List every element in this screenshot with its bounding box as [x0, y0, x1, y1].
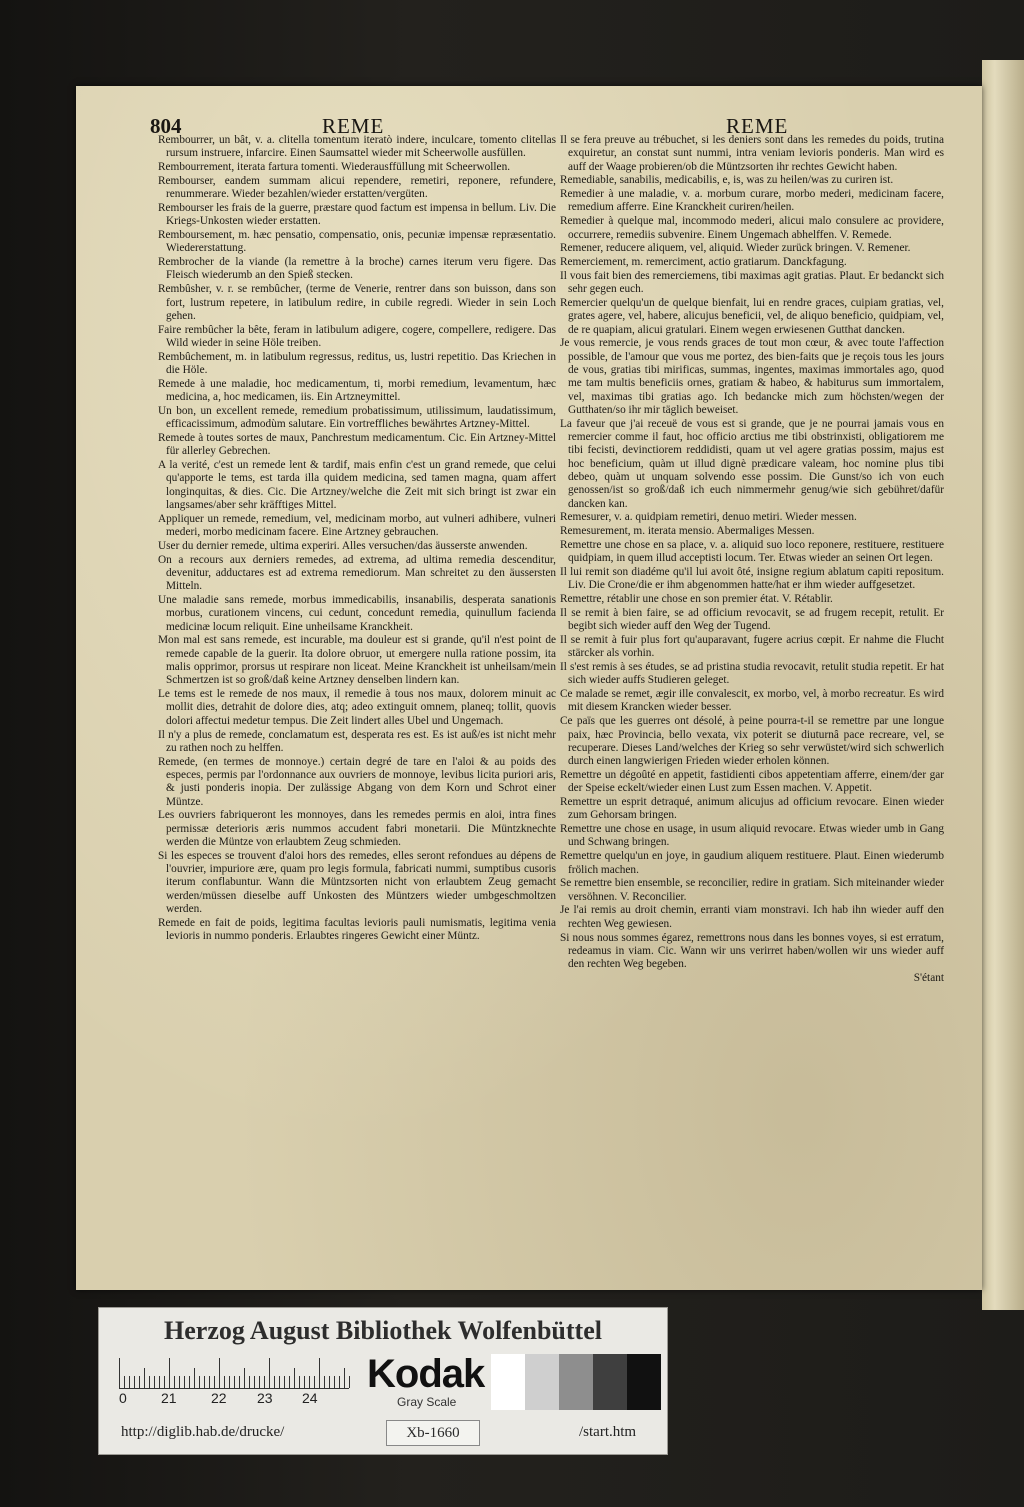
dictionary-entry: Rembûsher, v. r. se rembûcher, (terme de Venerie, rentrer dans son buisson, dans son fort, lustrum repetere, in latibulum redire, in cubile regredi. Wieder in sein Loch gehen. — [158, 283, 556, 322]
dictionary-entry: Rembourrement, iterata fartura tomenti. Wiederausffüllung mit Scheerwollen. — [158, 161, 511, 174]
gray-swatch — [525, 1354, 559, 1410]
dictionary-entry: Rembourser, eandem summam alicui rependere, remetiri, reponere, refundere, renummerare. Wieder bezahlen/wieder erstatten/vergüten. — [158, 174, 556, 201]
ruler-tick — [279, 1376, 280, 1388]
start-page-url: /start.htm — [579, 1424, 637, 1440]
ruler-label: 22 — [211, 1390, 227, 1406]
ruler-tick — [149, 1376, 150, 1388]
ruler-tick — [229, 1376, 230, 1388]
dictionary-entry: Remettre un dégoûté en appetit, fastidienti cibos appetentiam afferre, einem/der gar der Speise eckelt/wieder einen Lust zum Essen machen. V. Appetit. — [560, 768, 944, 795]
ruler-tick — [274, 1376, 275, 1388]
ruler-tick — [309, 1376, 310, 1388]
dictionary-entry: Se remettre bien ensemble, se reconcilier, redire in gratiam. Sich miteinander wieder versöhnen. V. Reconcilier. — [560, 877, 944, 903]
dictionary-entry: Il lui remit son diadéme qu'il lui avoit ôté, insigne regium ablatum capiti repositum. Liv. Die Crone/die er ihm abgenommen hatte/hat er ihm wieder auffgesetzet. — [560, 566, 944, 592]
ruler-tick — [224, 1376, 225, 1388]
institution-name: Herzog August Bibliothek Wolfenbüttel — [164, 1316, 602, 1345]
ruler-tick — [319, 1358, 320, 1388]
ruler-tick — [234, 1376, 235, 1388]
gray-swatch — [491, 1354, 525, 1410]
ruler-tick — [304, 1376, 305, 1388]
ruler-tick — [284, 1376, 285, 1388]
ruler-tick — [264, 1376, 265, 1388]
dictionary-entry: Je vous remercie, je vous rends graces de tout mon cœur, & avec toute l'affection possible, de l'amour que vous me portez, des bien-faits que je reçois tous les jours de vous, gratias tibi mirificas, summas, ingentes, maximas immortales ago, quod me tam multis beneficiis ornes, gratiam & habeo, & habiturus sum immortalem, vel, maximas tibi gratias ago. Ich bedancke mich zum höchsten/wegen der Gutthaten/so ihr mir täglich beweiset. — [560, 337, 944, 416]
dictionary-entry: Remesurer, v. a. quidpiam remetiri, denuo metiri. Wieder messen. — [560, 511, 857, 524]
ruler-tick — [189, 1376, 190, 1388]
ruler-tick — [159, 1376, 160, 1388]
ruler-tick — [179, 1376, 180, 1388]
dictionary-entry: Remettre un esprit detraqué, animum alicujus ad officium revocare. Einen wieder zum Gehorsam bringen. — [560, 796, 944, 822]
ruler-tick — [249, 1376, 250, 1388]
dictionary-entry: Il se remit à fuir plus fort qu'auparavant, fugere acrius cœpit. Er nahme die Flucht stärcker als vorhin. — [560, 633, 944, 660]
dictionary-entry: Faire rembûcher la bête, feram in latibulum adigere, cogere, compellere, redigere. Das Wild wieder in seine Höle treiben. — [158, 323, 556, 349]
dictionary-entry: Remede à toutes sortes de maux, Panchrestum medicamentum. Cic. Ein Artzney-Mittel für allerley Gebrechen. — [158, 432, 556, 458]
gray-scale-label: Gray Scale — [397, 1395, 457, 1409]
ruler-tick — [259, 1376, 260, 1388]
ruler-tick — [329, 1376, 330, 1388]
dictionary-entry: Remboursement, m. hæc pensatio, compensatio, onis, pecuniæ impensæ repræsentatio. Wiedererstattung. — [158, 229, 556, 255]
ruler-tick — [339, 1376, 340, 1388]
ruler-tick — [254, 1376, 255, 1388]
dictionary-entry: Les ouvriers fabriqueront les monnoyes, dans les remedes permis en aloi, intra fines permissæ deterioris æris nummos accudent fabri monetarii. Die Müntzknechte werden die Müntze von erlaubtem Zeug schmieden. — [158, 809, 556, 848]
dictionary-entry: Je l'ai remis au droit chemin, erranti viam monstravi. Ich hab ihn wieder auff den rechten Weg gewiesen. — [560, 904, 944, 930]
ruler-tick — [119, 1358, 120, 1388]
dictionary-entry: Ce païs que les guerres ont désolé, à peine pourra-t-il se remettre par une longue paix, hæc Provincia, bello vexata, vix poterit se diuturnâ pace recreare, vel, se recuperare. Dieses Land/welches der Krieg so sehr verwüstet/wird sich schwerlich durch einen langwierigen Frieden wieder erholen können. — [560, 715, 944, 768]
kodak-logo: Kodak — [367, 1352, 485, 1396]
dictionary-entry: Remercier quelqu'un de quelque bienfait, lui en rendre graces, cuipiam gratias, vel, grates agere, vel, habere, alicujus beneficii, vel, de aliquo beneficio, quidpiam, vel, de re quapiam, alicui gratulari. Einem wegen erwiesenen Gutthat dancken. — [560, 297, 944, 336]
dictionary-entry: Il n'y a plus de remede, conclamatum est, desperata res est. Es ist auß/es ist nicht mehr zu rathen noch zu helffen. — [158, 728, 556, 754]
ruler-tick — [184, 1376, 185, 1388]
dictionary-entry: Le tems est le remede de nos maux, il remedie à tous nos maux, dolorem minuit ac mollit dies, detrahit de dolore dies, atq; adeo extinguit omnem, planeq; tollit, quovis dolori affectui medetur tempus. Die Zeit lindert alles Ubel und Ungemach. — [158, 688, 556, 727]
ruler-label: 23 — [257, 1390, 273, 1406]
dictionary-entry: Remettre une chose en usage, in usum aliquid revocare. Etwas wieder umb in Gang und Schwang bringen. — [560, 823, 944, 849]
dictionary-entry: Une maladie sans remede, morbus immedicabilis, insanabilis, desperata sanationis morbus, curationem vincens, cui cedunt, concedunt remedia, quinullum facienda medicinæ locum reliquit. Eine unheilsame Kranckheit. — [158, 594, 556, 633]
dictionary-entry: Rembourrer, un bât, v. a. clitella tomentum iteratò indere, inculcare, tomento clitellas rursum instruere, infarcire. Einen Saumsattel wieder mit Scheerwolle ausfüllen. — [158, 134, 556, 160]
dictionary-column-right — [560, 134, 944, 986]
ruler-tick — [199, 1376, 200, 1388]
ruler-tick — [324, 1376, 325, 1388]
dictionary-entry: Remedier à une maladie, v. a. morbum curare, morbo mederi, medicinam facere, remedium afferre. Eine Kranckheit curiren/heilen. — [560, 188, 944, 214]
dictionary-entry: Un bon, un excellent remede, remedium probatissimum, utilissimum, laudatissimum, efficacissimum, admodùm salutare. Ein vortreffliches bewährtes Artzney-Mittel. — [158, 404, 556, 431]
ruler-tick — [124, 1376, 125, 1388]
ruler-tick — [299, 1376, 300, 1388]
ruler-tick — [204, 1376, 205, 1388]
ruler-tick — [164, 1376, 165, 1388]
dictionary-entry: Il s'est remis à ses études, se ad pristina studia revocavit, retulit studia repetit. Er hat sich wieder auffs Studieren geleget. — [560, 661, 944, 687]
dictionary-entry: On a recours aux derniers remedes, ad extrema, ad ultima remedia descenditur, devenitur, adductares est ad extrema remediorum. Man schreitet zu den äussersten Mitteln. — [158, 553, 556, 593]
dictionary-entry: Remettre, rétablir une chose en son premier état. V. Rétablir. — [560, 593, 833, 606]
ruler-tick — [214, 1376, 215, 1388]
ruler-tick — [294, 1368, 295, 1388]
ruler-tick — [209, 1376, 210, 1388]
next-page-edge — [982, 60, 1024, 1310]
dictionary-entry: La faveur que j'ai receuë de vous est si grande, que je ne pourrai jamais vous en remercier comme il faut, hoc officio arctius me tibi obstrinxisti, obligatiorem me tibi fecisti, devinctiorem reddidisti, quam ut vel agere gratias possim, majus est hoc beneficium, quàm ut illud dignè prædicare valeam, hoc nomine plus tibi debeo, quàm ut unquam solvendo esse possim. Die Gunst/so ich von euch genossen/ist so groß/daß ich euch nimmermehr genug/wie sich gebühret/dafür dancken kan. — [560, 417, 944, 510]
dictionary-entry: Ce malade se remet, ægir ille convalescit, ex morbo, vel, à morbo recreatur. Es wird mit diesem Krancken wieder besser. — [560, 688, 944, 714]
headword-right: REME — [726, 114, 789, 138]
page-number: 804 — [150, 114, 182, 138]
dictionary-entry: S'étant — [913, 971, 944, 984]
dictionary-entry: Appliquer un remede, remedium, vel, medicinam morbo, aut vulneri adhibere, vulneri mederi, morbo medicinam facere. Eine Artzney gebrauchen. — [158, 512, 556, 539]
gray-swatch — [627, 1354, 661, 1410]
scale-ruler — [119, 1358, 349, 1389]
ruler-tick — [219, 1358, 220, 1388]
dictionary-entry: Remede à une maladie, hoc medicamentum, ti, morbi remedium, levamentum, hæc medicina, a, hoc medicamen, iis. Ein Artzneymittel. — [158, 377, 556, 404]
gray-swatch — [559, 1354, 593, 1410]
dictionary-entry: Remettre une chose en sa place, v. a. aliquid suo loco reponere, restituere, restituere quidpiam, in quem illud acceptisti locum. Ter. Etwas wieder an seinen Ort legen. — [560, 538, 944, 565]
dictionary-entry: A la verité, c'est un remede lent & tardif, mais enfin c'est un grand remede, que celui qu'apporte le tems, est tarda illa quidem medicina, sed tamen magna, quam affert longinquitas, & dies. Cic. Die Artzney/welche die Zeit mit sich bringt ist zwar ein langsames/aber sehr kräfftiges Mittel. — [158, 459, 556, 512]
ruler-label: 24 — [302, 1390, 318, 1406]
dictionary-entry: Rembûchement, m. in latibulum regressus, reditus, us, lustri repetitio. Das Kriechen in die Höle. — [158, 350, 556, 377]
dictionary-entry: Mon mal est sans remede, est incurable, ma douleur est si grande, qu'il n'est point de remede capable de la guerir. Ita dolore obruor, ut emergere nulla ratione possim, ita malis opprimor, prorsus ut respirare non liceat. Meine Kranckheit ist unheilsam/mein Schmertzen ist so groß/daß keine Artzney denselben lindern kan. — [158, 634, 556, 687]
dictionary-entry: Il se remit à bien faire, se ad officium revocavit, se ad frugem recepit, retulit. Er begibt sich wieder auff den Weg der Tugend. — [560, 606, 944, 633]
ruler-label: 0 — [119, 1390, 127, 1406]
ruler-tick — [314, 1376, 315, 1388]
gray-swatch — [593, 1354, 627, 1410]
dictionary-entry: Remener, reducere aliquem, vel, aliquid. Wieder zurück bringen. V. Remener. — [560, 242, 911, 255]
dictionary-entry: Remettre quelqu'un en joye, in gaudium aliquem restituere. Plaut. Einen wiederumb frölich machen. — [560, 850, 944, 876]
ruler-tick — [174, 1376, 175, 1388]
archive-card — [98, 1307, 668, 1455]
ruler-tick — [129, 1376, 130, 1388]
dictionary-entry: Remede, (en termes de monnoye.) certain degré de tare en l'aloi & au poids des especes, permis par l'ordonnance aux ouvriers de monnoye, levibus licita puriori aris, & justi ponderis inopia. Der zulässige Abgang von dem Korn und Schrot einer Müntze. — [158, 755, 556, 808]
digital-library-url: http://diglib.hab.de/drucke/ — [121, 1424, 285, 1440]
dictionary-entry: Il se fera preuve au trébuchet, si les deniers sont dans les remedes du poids, trutina exquiretur, an constat sunt nummi, intra veniam levioris ponderis. Man wird es auff der Waage probieren/ob die Müntzsorten ihr rechtes Gewicht haben. — [560, 134, 944, 173]
ruler-tick — [239, 1376, 240, 1388]
dictionary-entry: Remede en fait de poids, legitima facultas levioris pauli numismatis, legitima venia levioris in nummo ponderis. Erlaubtes ringeres Gewicht einer Müntz. — [158, 916, 556, 943]
ruler-tick — [289, 1376, 290, 1388]
ruler-tick — [269, 1358, 270, 1388]
ruler-tick — [139, 1376, 140, 1388]
dictionary-entry: User du dernier remede, ultima experiri. Alles versuchen/das äusserste anwenden. — [158, 539, 528, 552]
ruler-tick — [344, 1368, 345, 1388]
dictionary-entry: Remedier à quelque mal, incommodo mederi, alicui malo consulere ac providere, occurrere, remediis subvenire. Einem Ungemach abhelffen. V. Remede. — [560, 215, 944, 241]
dictionary-entry: Si nous nous sommes égarez, remettrons nous dans les bonnes voyes, si est erratum, redeamus in viam. Cic. Wann wir uns verirret haben/wollen wir uns wieder auff den rechten Weg begeben. — [560, 931, 944, 971]
dictionary-column-left — [158, 134, 556, 944]
dictionary-entry: Rembrocher de la viande (la remettre à la broche) carnes iterum veru figere. Das Fleisch wiederumb an den Spieß stecken. — [158, 256, 556, 282]
dictionary-entry: Il vous fait bien des remerciemens, tibi maximas agit gratias. Plaut. Er bedanckt sich sehr gegen euch. — [560, 269, 944, 296]
ruler-tick — [334, 1376, 335, 1388]
dictionary-entry: Remesurement, m. iterata mensio. Abermaliges Messen. — [560, 525, 815, 538]
ruler-label: 21 — [161, 1390, 177, 1406]
dictionary-entry: Si les especes se trouvent d'aloi hors des remedes, elles seront refondues au dépens de l'ouvrier, impuriore ære, quam pro legis formula, fabricati nummi, sumptibus cusoris iterum conflabuntur. Wann die Müntzsorten nicht von erlaubtem Zeug gemacht werden/müssen dieselbe auff Unkosten des Müntzers wieder umbgeschmoltzen werden. — [158, 849, 556, 915]
ruler-tick — [169, 1358, 170, 1388]
ruler-tick — [144, 1368, 145, 1388]
ruler-tick — [134, 1376, 135, 1388]
ruler-tick — [244, 1368, 245, 1388]
call-number: Xb-1660 — [386, 1420, 480, 1446]
ruler-tick — [154, 1376, 155, 1388]
dictionary-entry: Rembourser les frais de la guerre, præstare quod factum est impensa in bellum. Liv. Die Kriegs-Unkosten wieder erstatten. — [158, 201, 556, 228]
dictionary-entry: Remediable, sanabilis, medicabilis, e, is, was zu heilen/was zu curiren ist. — [560, 174, 894, 187]
ruler-tick — [194, 1368, 195, 1388]
headword-left: REME — [322, 114, 385, 138]
ruler-tick — [349, 1376, 350, 1388]
dictionary-entry: Remerciement, m. remerciment, actio gratiarum. Danckfagung. — [560, 256, 847, 269]
